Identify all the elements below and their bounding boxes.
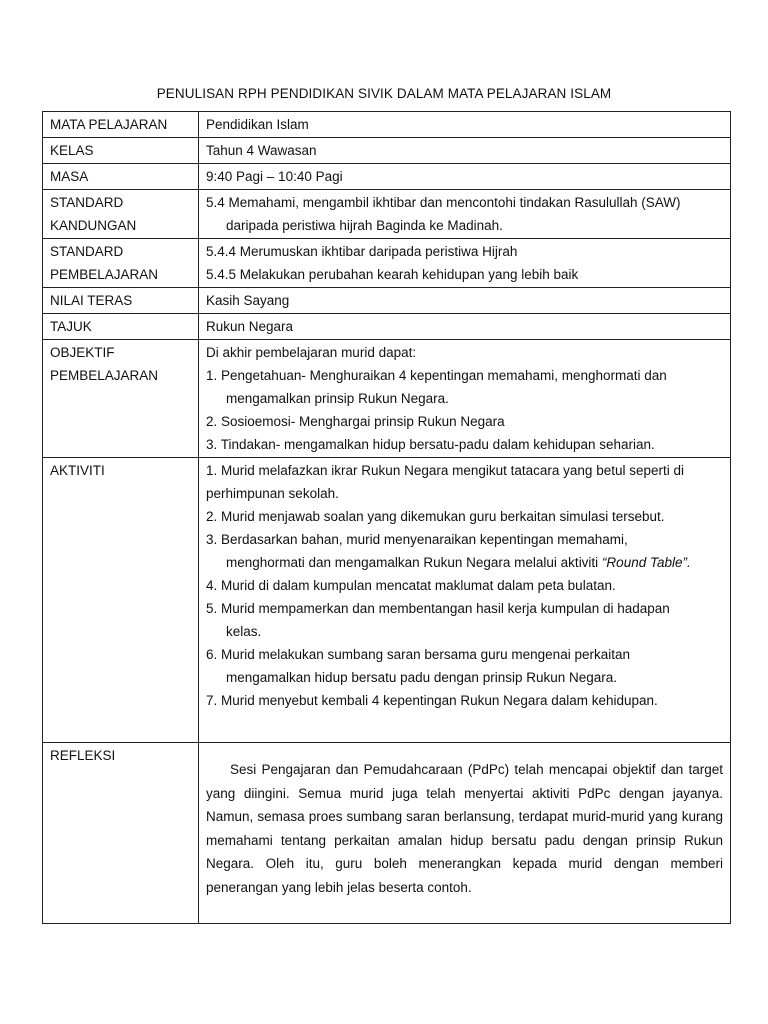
row-masa <box>43 164 731 190</box>
label-standard-pembelajaran-2: PEMBELAJARAN <box>50 267 159 282</box>
standard-pembelajaran-line-2: 5.4.5 Melakukan perubahan kearah kehidupan yang lebih baik <box>206 267 579 282</box>
objektif-intro: Di akhir pembelajaran murid dapat: <box>206 345 417 360</box>
aktiviti-item-5a: 5. Murid mempamerkan dan membentangan hasil kerja kumpulan di hadapan <box>206 601 670 616</box>
refleksi-text: Sesi Pengajaran dan Pemudahcaraan (PdPc) telah mencapai objektif dan target yang diingini. Semua murid juga telah menyertai aktiviti PdPc dengan jayanya. Namun, semasa proes sumbang saran berlansung, terdapat murid-murid yang kurang memahami tentang perkaitan amalan hidup bersatu padu dengan prinsip Rukun Negara. Oleh itu, guru boleh menerangkan kepada murid dengan memberi penerangan yang lebih jelas beserta contoh. <box>206 762 723 895</box>
objektif-item-2: 2. Sosioemosi- Menghargai prinsip Rukun Negara <box>206 414 505 429</box>
label-aktiviti: AKTIVITI <box>43 458 199 743</box>
label-objektif <box>43 340 199 458</box>
label-kelas: KELAS <box>43 138 199 164</box>
aktiviti-item-1b: perhimpunan sekolah. <box>206 486 339 501</box>
label-standard-kandungan-1: STANDARD <box>50 195 124 210</box>
label-standard-kandungan-2: KANDUNGAN <box>50 218 137 233</box>
aktiviti-item-6b: mengamalkan hidup bersatu padu dengan prinsip Rukun Negara. <box>226 670 618 685</box>
standard-kandungan-line-2: daripada peristiwa hijrah Baginda ke Madinah. <box>226 218 503 233</box>
aktiviti-item-3b: menghormati dan mengamalkan Rukun Negara melalui aktiviti <box>226 555 602 570</box>
label-objektif-2: PEMBELAJARAN <box>50 368 159 383</box>
label-nilai-teras: NILAI TERAS <box>43 288 199 314</box>
value-refleksi <box>199 743 731 924</box>
row-aktiviti <box>43 458 731 743</box>
label-mata-pelajaran: MATA PELAJARAN <box>43 112 199 138</box>
objektif-item-1b: mengamalkan prinsip Rukun Negara. <box>226 391 449 406</box>
objektif-item-3: 3. Tindakan- mengamalkan hidup bersatu-padu dalam kehidupan seharian. <box>206 437 655 452</box>
value-objektif <box>199 340 731 458</box>
aktiviti-item-1a: 1. Murid melafazkan ikrar Rukun Negara mengikut tatacara yang betul seperti di <box>206 463 684 478</box>
value-mata-pelajaran: Pendidikan Islam <box>199 112 731 138</box>
row-objektif <box>43 340 731 458</box>
row-mata-pelajaran <box>43 112 731 138</box>
aktiviti-item-3b-wrap <box>206 551 723 574</box>
objektif-item-1a: 1. Pengetahuan- Menghuraikan 4 kepentingan memahami, menghormati dan <box>206 368 667 383</box>
row-standard-kandungan <box>43 190 731 239</box>
value-tajuk: Rukun Negara <box>199 314 731 340</box>
aktiviti-item-2: 2. Murid menjawab soalan yang dikemukan guru berkaitan simulasi tersebut. <box>206 509 665 524</box>
aktiviti-item-3c: “Round Table”. <box>601 555 691 570</box>
value-standard-kandungan <box>199 190 731 239</box>
label-standard-pembelajaran <box>43 239 199 288</box>
label-objektif-1: OBJEKTIF <box>50 345 115 360</box>
label-standard-pembelajaran-1: STANDARD <box>50 244 124 259</box>
label-refleksi: REFLEKSI <box>43 743 199 924</box>
row-kelas <box>43 138 731 164</box>
label-standard-kandungan <box>43 190 199 239</box>
standard-kandungan-line-1: 5.4 Memahami, mengambil ikhtibar dan mencontohi tindakan Rasulullah (SAW) <box>206 195 681 210</box>
label-masa: MASA <box>43 164 199 190</box>
row-standard-pembelajaran <box>43 239 731 288</box>
aktiviti-item-4: 4. Murid di dalam kumpulan mencatat maklumat dalam peta bulatan. <box>206 578 616 593</box>
value-masa: 9:40 Pagi – 10:40 Pagi <box>199 164 731 190</box>
document-title: PENULISAN RPH PENDIDIKAN SIVIK DALAM MATA PELAJARAN ISLAM <box>156 86 612 101</box>
aktiviti-item-5b: kelas. <box>226 624 262 639</box>
aktiviti-item-7: 7. Murid menyebut kembali 4 kepentingan Rukun Negara dalam kehidupan. <box>206 693 658 708</box>
value-nilai-teras: Kasih Sayang <box>199 288 731 314</box>
value-kelas: Tahun 4 Wawasan <box>199 138 731 164</box>
aktiviti-item-3a: 3. Berdasarkan bahan, murid menyenaraikan kepentingan memahami, <box>206 532 628 547</box>
row-nilai-teras <box>43 288 731 314</box>
row-tajuk <box>43 314 731 340</box>
value-aktiviti <box>199 458 731 743</box>
rph-table <box>42 111 731 924</box>
aktiviti-item-6a: 6. Murid melakukan sumbang saran bersama guru mengenai perkaitan <box>206 647 630 662</box>
standard-pembelajaran-line-1: 5.4.4 Merumuskan ikhtibar daripada peristiwa Hijrah <box>206 244 518 259</box>
label-tajuk: TAJUK <box>43 314 199 340</box>
value-standard-pembelajaran <box>199 239 731 288</box>
row-refleksi <box>43 743 731 924</box>
